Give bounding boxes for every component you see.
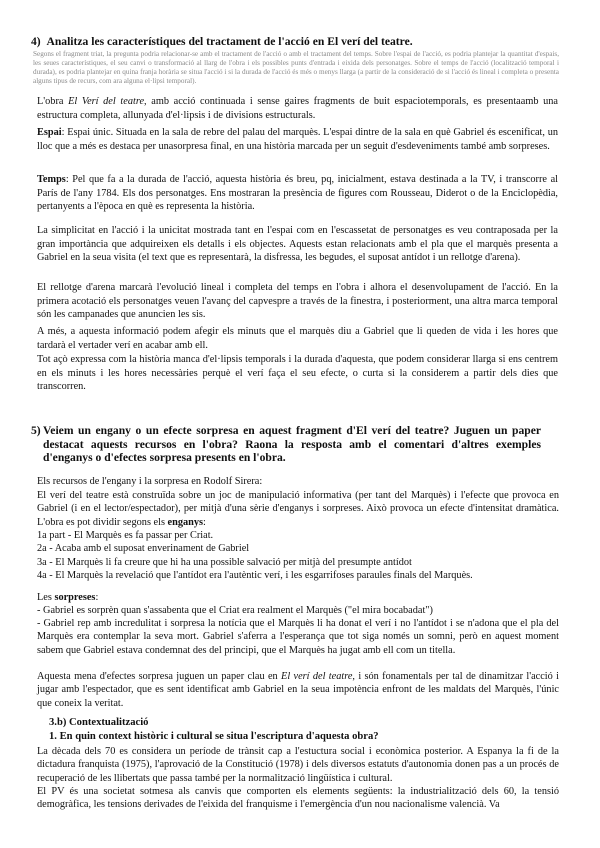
- enganys-list: [37, 529, 559, 583]
- context-paragraph-1: La dècada dels 70 es considera un període de trànsit cap a l'estuctura social i econòmica posterior. A Espanya la fi de la dictadura franquista (1975), l'aprovació de la Constitució (1978) i dels diversos estatuts d'autonomia donen pas a un procés de recuperació de les llibertats que passa també per la normalització lingüística i cultural.: [37, 746, 559, 784]
- question-5-title: Veiem un engany o un efecte sorpresa en aquest fragment d'El verí del teatre? Juguen un paper destacat aquests recursos en l'obra? Raona la resposta amb el comentari d'altres exemples d'enganys o d'efectes sorpresa presents en l'obra.: [43, 424, 541, 464]
- section-3b-heading: 3.b) Contextualització: [49, 717, 149, 728]
- q4-paragraph-minuts: A més, a aquesta informació podem afegir els minuts que el marquès diu a Gabriel que li queden de vida i les hores que tardarà el vertader verí en acabar amb ell.: [37, 326, 558, 351]
- recursos-heading: Els recursos de l'engany i la sorpresa en Rodolf Sirera:: [37, 476, 263, 487]
- question-4-guidance: Segons el fragment triat, la pregunta podria relacionar-se amb el tractament de l'acció o amb el tractament del temps. Sobre l'espai de l'acció, es podria plantejar la quantitat d'espais, les seues característiques, el seu canvi o transformació al llarg de l'obra i els possibles punts d'entrada i eixida dels personatges. Sobre el temps de l'acció (localització temporal i durada), es podria plantejar en quina franja horària se situa l'acció i si la durada de l'acció és més o menys llarga (a partir de la consideració de si l'acció és lineal i completa o presenta alguns tipus de recurs, com ara alguna el·lipsi temporal).: [33, 50, 559, 86]
- sorpreses-label: sorpreses: [54, 592, 96, 603]
- q4-espai-paragraph: Espai: Espai únic. Situada en la sala de rebre del palau del marquès. L'espai dintre de la sala en què Gabriel és escenificat, un lloc que a més es destaca per unasorpresa final, en una història marcada per un seguit d'esdeveniments també amb sorpreses.: [37, 127, 558, 152]
- sorpresa-item-1: - Gabriel es sorprèn quan s'assabenta que el Criat era realment el Marquès ("el mira bocabadat"): [37, 605, 433, 616]
- q4-intro-paragraph: L'obra El Verí del teatre, amb acció continuada i sense gaires fragments de buit espaciotemporals, es presentaamb una estructura completa, allunyada d'el·lipsis i de divisions estructurals.: [37, 96, 558, 121]
- espai-label: Espai: [37, 127, 62, 138]
- context-paragraph-2: El PV és una societat sotmesa als canvis que comporten els elements següents: la industrialització dels 60, la tensió demogràfica, les tensions derivades de l'eixida del franquisme i l'emergència d'un nou nacionalisme valencià. Va: [37, 786, 559, 811]
- question-4-heading: [31, 35, 551, 49]
- sorpreses-heading: Les sorpreses:: [37, 592, 99, 603]
- q5-conclusio-paragraph: Aquesta mena d'efectes sorpresa juguen un paper clau en El verí del teatre, i són fonamentals per tal de dinamitzar l'acció i jugar amb l'espectador, que es sent identificat amb Gabriel en la seua impotència enfront de les maldats del Marquès, l'únic que coneix la veritat.: [37, 671, 559, 709]
- enganys-label: enganys: [167, 516, 204, 528]
- list-item: 3a - El Marquès li fa creure que hi ha una possible salvació per mitjà del presumpte antídot: [37, 556, 412, 568]
- list-item: 1a part - El Marquès es fa passar per Criat.: [37, 530, 214, 541]
- list-item: 4a - El Marquès la revelació que l'antídot era l'autèntic verí, i les esgarrifoses paraules finals del Marquès.: [37, 570, 473, 582]
- question-5-number: 5): [31, 424, 41, 437]
- list-item: 2a - Acaba amb el suposat enverinament de Gabriel: [37, 543, 250, 555]
- q5-manipulacio-paragraph: El verí del teatre està construïda sobre un joc de manipulació informativa (per tant del Marquès) i l'efecte que provoca en Gabriel (i en el lector/espectador), per mitjà d'una sèrie d'enganys i sorpreses. Això provoca un efecte d'intensitat dramàtica. L'obra es pot dividir segons els enganys:: [37, 490, 559, 528]
- sorpresa-item-2: - Gabriel rep amb incredulitat i sorpresa la notícia que el Marquès li ha donat el verí i no l'antídot i se n'adona que el pla del Marquès era contemplar la seva mort. Gabriel s'aferra a l'esperança que tot siga només un somni, però en aquest moment sabem que Gabriel estava condemnat des del principi, que el Marquès ha jugat amb ell com un titella.: [37, 618, 559, 656]
- section-3b-question: 1. En quin context històric i cultural se situa l'escriptura d'aquesta obra?: [49, 731, 379, 742]
- question-4-title: Analitza les característiques del tractament de l'acció en El verí del teatre.: [46, 35, 413, 48]
- q4-paragraph-simplicitat: La simplicitat en l'acció i la unicitat mostrada tant en l'espai com en l'escassetat de personatges es veu contraposada per la gran importància que adquireixen els detalls i els objectes. Aquests estan relacionats amb el pla que el marquès presenta a Gabriel en la seua visita (el text que es representarà, la disfressa, les begudes, el suposat antídot i un rellotge d'arena).: [37, 225, 558, 264]
- q4-paragraph-conclusio: Tot açò expressa com la història manca d'el·lipsis temporals i la durada d'aquesta, que podem considerar llarga si ens centrem en els minuts i les hores necessàries perquè el verí faça el seu efecte, o curta si la considerem a partir dels dies que transcorren.: [37, 354, 558, 393]
- q4-paragraph-rellotge: El rellotge d'arena marcarà l'evolució lineal i completa del temps en l'obra i alhora el desenvolupament de l'acció. En la primera acotació els personatges veuen l'avanç del capvespre a través de la finestra, i posteriorment, una altra marca temporal són les campanades que anuncien les sis.: [37, 282, 558, 321]
- work-title: El verí del teatre: [281, 671, 353, 682]
- temps-label: Temps: [37, 174, 66, 185]
- work-title: El Verí del teatre: [68, 96, 145, 107]
- question-4-number: 4): [31, 35, 41, 48]
- q4-temps-paragraph: Temps: Pel que fa a la durada de l'acció, aquesta història és breu, pq, inicialment, estava destinada a la TV, i transcorre al París de l'any 1784. Els dos personatges. Ens mostraran la presència de figures com Rousseau, Diderot o de la Enciclopèdia, pertanyents a l'època en què es representa la història.: [37, 174, 558, 213]
